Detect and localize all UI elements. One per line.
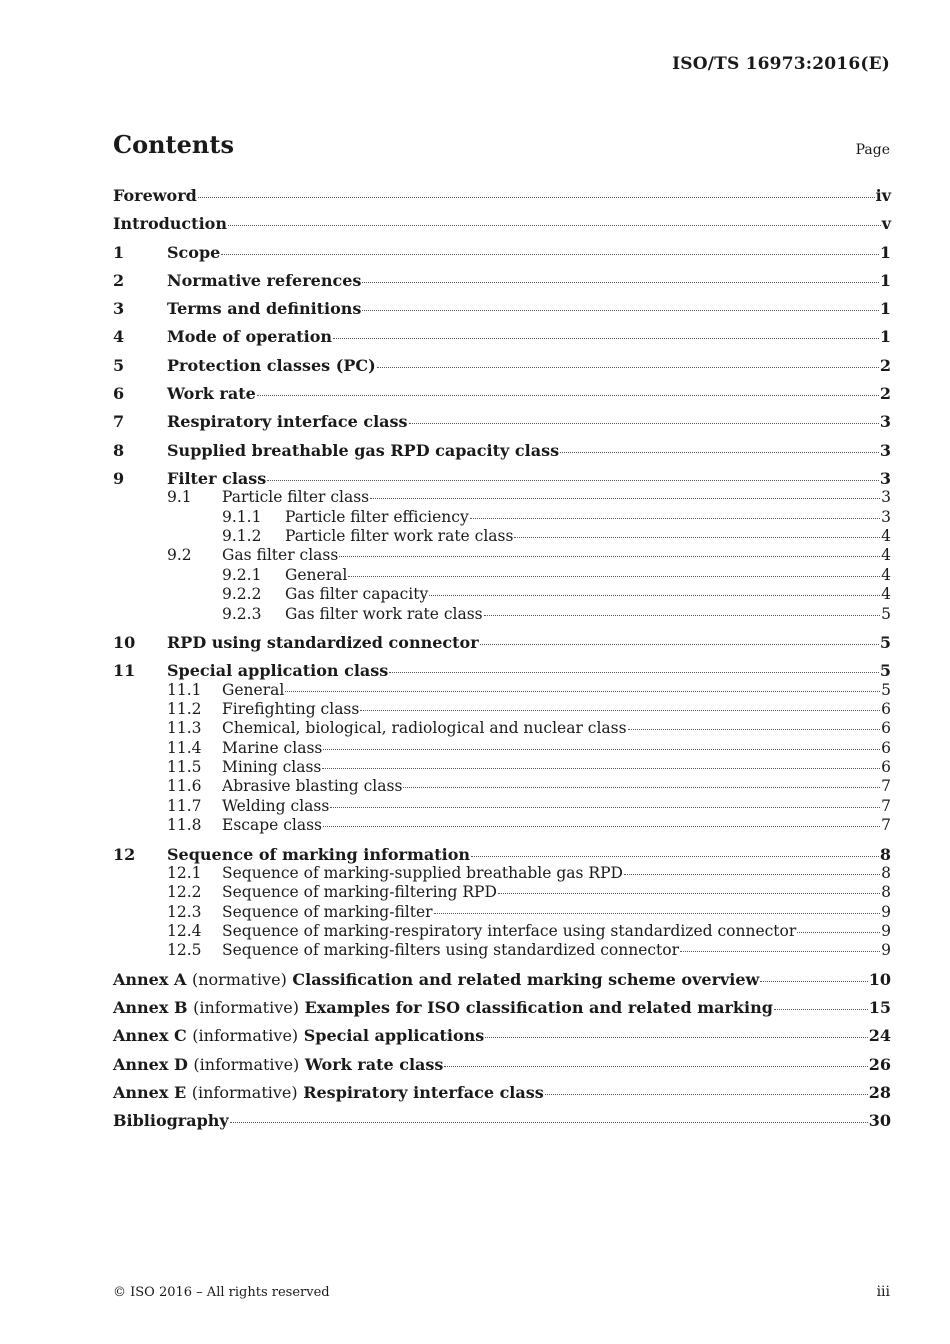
toc-entry-page: 1: [879, 242, 891, 262]
dot-leader: [360, 710, 880, 711]
toc-entry-title: Bibliography: [113, 1111, 229, 1131]
annex-kind: (informative): [193, 998, 299, 1018]
toc-entry-page: 8: [881, 863, 891, 882]
annex-kind: (informative): [193, 1054, 300, 1074]
toc-entry[interactable]: [113, 797, 891, 816]
dot-leader: [480, 644, 879, 645]
toc-entry[interactable]: [113, 700, 891, 719]
toc-entry[interactable]: [113, 1083, 891, 1102]
toc-entry[interactable]: [113, 739, 891, 758]
toc-entry-page: 10: [868, 969, 891, 989]
dot-leader: [348, 576, 880, 577]
dot-leader: [628, 729, 881, 730]
toc-entry-number: 12.3: [167, 902, 202, 921]
annex-label: Annex A: [113, 969, 187, 989]
annex-title: Work rate class: [304, 1054, 444, 1074]
toc-entry[interactable]: [113, 469, 891, 488]
toc-entry[interactable]: [113, 488, 891, 507]
toc-entry[interactable]: [113, 527, 891, 546]
toc-entry-title: Sequence of marking-filtering RPD: [222, 883, 497, 902]
toc-entry-page: 26: [868, 1054, 891, 1074]
toc-entry-title: Escape class: [222, 816, 323, 835]
toc-entry-title: Sequence of marking-supplied breathable gas RPD: [222, 863, 623, 882]
dot-leader: [322, 768, 880, 769]
dot-leader: [228, 225, 881, 226]
toc-entry-title: Protection classes (PC): [167, 355, 376, 375]
toc-entry-number: 9.1.1: [222, 507, 262, 526]
toc-entry-page: 6: [881, 758, 891, 777]
toc-entry-number: 12.2: [167, 883, 202, 902]
toc-entry-number: 11.7: [167, 796, 202, 815]
toc-entry-title: Sequence of marking information: [167, 844, 471, 864]
toc-entry-title: [113, 970, 759, 989]
toc-entry[interactable]: [113, 412, 891, 431]
toc-entry-number: 10: [113, 632, 136, 652]
dot-leader: [330, 807, 880, 808]
annex-title: Classification and related marking scheme overview: [292, 969, 760, 989]
dot-leader: [198, 197, 875, 198]
dot-leader: [333, 338, 879, 339]
toc-entry-title: Scope: [167, 242, 221, 262]
dot-leader: [680, 951, 880, 952]
toc-entry[interactable]: [113, 1055, 891, 1074]
toc-entry-page: 3: [879, 468, 891, 488]
dot-leader: [760, 981, 867, 982]
toc-entry-page: 1: [879, 327, 891, 347]
toc-entry[interactable]: [113, 546, 891, 565]
toc-entry-page: 5: [881, 604, 891, 623]
annex-kind: (informative): [191, 1082, 298, 1102]
toc-entry-title: Firefighting class: [222, 699, 360, 718]
toc-entry-page: 4: [881, 565, 891, 584]
toc-entry-page: 6: [881, 719, 891, 738]
toc-entry-page: 6: [881, 699, 891, 718]
toc-entry-title: Sequence of marking-filters using standardized connector: [222, 941, 680, 960]
toc-entry-page: 4: [881, 546, 891, 565]
toc-entry-title: Normative references: [167, 270, 362, 290]
toc-entry[interactable]: [113, 998, 891, 1017]
toc-entry-title: Work rate: [167, 383, 256, 403]
toc-entry[interactable]: [113, 777, 891, 796]
toc-entry[interactable]: [113, 605, 891, 624]
toc-entry[interactable]: [113, 719, 891, 738]
toc-entry-title: Gas filter class: [222, 546, 339, 565]
dot-leader: [377, 367, 879, 368]
dot-leader: [389, 672, 879, 673]
toc-entry-title: Abrasive blasting class: [222, 777, 403, 796]
dot-leader: [470, 518, 880, 519]
toc-entry[interactable]: [113, 633, 891, 652]
toc-entry-number: 12: [113, 844, 136, 864]
toc-entry-page: 9: [881, 941, 891, 960]
toc-entry-page: 7: [881, 816, 891, 835]
annex-title: Examples for ISO classification and related marking: [304, 998, 773, 1018]
copyright-notice: © ISO 2016 – All rights reserved: [113, 1285, 330, 1300]
dot-leader: [444, 1066, 867, 1067]
toc-entry[interactable]: [113, 585, 891, 604]
toc-entry-number: 11.8: [167, 816, 202, 835]
toc-entry[interactable]: [113, 970, 891, 989]
toc-entry-number: 11.1: [167, 680, 202, 699]
toc-entry[interactable]: [113, 356, 891, 375]
dot-leader: [471, 856, 879, 857]
toc-entry-title: Marine class: [222, 738, 323, 757]
toc-entry-title: Chemical, biological, radiological and nuclear class: [222, 719, 627, 738]
document-id: ISO/TS 16973:2016(E): [672, 54, 890, 74]
toc-entry-number: 11.2: [167, 699, 202, 718]
toc-entry[interactable]: [113, 508, 891, 527]
toc-entry-number: 9: [113, 468, 125, 488]
annex-title: Respiratory interface class: [303, 1082, 544, 1102]
toc-entry-page: 3: [881, 507, 891, 526]
toc-entry-title: Particle filter work rate class: [285, 526, 514, 545]
toc-entry-title: Mode of operation: [167, 327, 333, 347]
annex-label: Annex B: [113, 998, 188, 1018]
dot-leader: [774, 1009, 868, 1010]
dot-leader: [339, 556, 880, 557]
toc-entry-number: 1: [113, 242, 125, 262]
toc-entry-number: 2: [113, 270, 125, 290]
toc-entry[interactable]: [113, 816, 891, 835]
toc-entry-title: Particle filter efficiency: [285, 507, 469, 526]
dot-leader: [624, 874, 880, 875]
toc-entry-page: 1: [879, 299, 891, 319]
dot-leader: [362, 310, 878, 311]
dot-leader: [797, 932, 880, 933]
dot-leader: [323, 749, 880, 750]
toc-entry[interactable]: [113, 864, 891, 883]
annex-label: Annex E: [113, 1082, 187, 1102]
toc-entry-page: 7: [881, 796, 891, 815]
toc-entry-page: 5: [881, 680, 891, 699]
toc-entry-page: iv: [875, 186, 891, 205]
toc-entry-page: 2: [879, 355, 891, 375]
toc-entry-title: Respiratory interface class: [167, 412, 408, 432]
annex-label: Annex C: [113, 1026, 187, 1046]
toc-entry[interactable]: [113, 271, 891, 290]
toc-entry-title: [113, 1083, 544, 1102]
toc-entry[interactable]: [113, 1111, 891, 1130]
dot-leader: [267, 480, 879, 481]
toc-entry-title: Sequence of marking-respiratory interface using standardized connector: [222, 922, 797, 941]
toc-entry[interactable]: [113, 903, 891, 922]
toc-entry[interactable]: [113, 922, 891, 941]
dot-leader: [221, 254, 879, 255]
toc-entry-page: 4: [881, 526, 891, 545]
dot-leader: [560, 452, 879, 453]
toc-entry[interactable]: [113, 566, 891, 585]
toc-entry[interactable]: [113, 214, 891, 233]
toc-entry-page: 15: [868, 998, 891, 1018]
toc-entry-number: 12.1: [167, 863, 202, 882]
toc-entry-page: 3: [881, 488, 891, 507]
toc-entry[interactable]: [113, 327, 891, 346]
toc-entry-title: [113, 998, 773, 1017]
toc-entry-number: 9.2.3: [222, 604, 262, 623]
toc-entry-page: 5: [879, 661, 891, 681]
toc-entry-page: 5: [879, 632, 891, 652]
toc-entry-number: 9.2.1: [222, 565, 262, 584]
toc-entry[interactable]: [113, 758, 891, 777]
page-number: iii: [876, 1284, 890, 1300]
toc-entry-page: 4: [881, 585, 891, 604]
toc-entry-number: 9.1: [167, 488, 192, 507]
toc-entry-title: Special application class: [167, 661, 389, 681]
dot-leader: [285, 691, 880, 692]
dot-leader: [362, 282, 878, 283]
toc-entry-title: Gas filter work rate class: [285, 604, 483, 623]
dot-leader: [409, 423, 879, 424]
toc-entry-title: [113, 1055, 443, 1074]
toc-entry-number: 9.2.2: [222, 585, 262, 604]
toc-entry-page: 28: [868, 1082, 891, 1102]
dot-leader: [323, 826, 880, 827]
toc-entry-number: 9.1.2: [222, 526, 262, 545]
toc-entry-number: 11.4: [167, 738, 202, 757]
toc-entry-page: 8: [881, 883, 891, 902]
toc-entry[interactable]: [113, 661, 891, 680]
toc-entry-title: Welding class: [222, 796, 330, 815]
dot-leader: [370, 498, 880, 499]
dot-leader: [403, 787, 880, 788]
dot-leader: [485, 1037, 867, 1038]
toc-entry-title: RPD using standardized connector: [167, 632, 479, 652]
toc-entry-number: 4: [113, 327, 125, 347]
toc-entry[interactable]: [113, 186, 891, 205]
annex-kind: (normative): [191, 969, 287, 989]
toc-entry-page: 7: [881, 777, 891, 796]
toc-entry[interactable]: [113, 384, 891, 403]
toc-entry-title: Terms and definitions: [167, 299, 362, 319]
toc-entry-number: 12.4: [167, 922, 202, 941]
toc-entry-title: Sequence of marking-filter: [222, 902, 433, 921]
dot-leader: [257, 395, 879, 396]
toc-entry[interactable]: [113, 299, 891, 318]
dot-leader: [498, 893, 880, 894]
toc-entry-number: 7: [113, 412, 125, 432]
toc-entry-number: 3: [113, 299, 125, 319]
dot-leader: [429, 595, 880, 596]
toc-entry-title: Supplied breathable gas RPD capacity class: [167, 440, 560, 460]
toc-entry-number: 5: [113, 355, 125, 375]
toc-entry-number: 8: [113, 440, 125, 460]
toc-entry[interactable]: [113, 441, 891, 460]
toc-entry-page: 2: [879, 383, 891, 403]
toc-entry-page: 3: [879, 440, 891, 460]
toc-entry-number: 11.6: [167, 777, 202, 796]
toc-entry-number: 11.3: [167, 719, 202, 738]
toc-entry-page: 9: [881, 902, 891, 921]
dot-leader: [434, 913, 881, 914]
toc-entry-page: v: [881, 214, 891, 234]
annex-label: Annex D: [113, 1054, 188, 1074]
toc-entry-page: 3: [879, 412, 891, 432]
toc-entry-title: General: [285, 565, 348, 584]
toc-entry-title: Mining class: [222, 758, 322, 777]
page-title: Contents: [113, 130, 234, 159]
toc-entry-page: 1: [879, 270, 891, 290]
toc-entry-number: 11.5: [167, 758, 202, 777]
toc-entry-number: 6: [113, 383, 125, 403]
dot-leader: [230, 1122, 868, 1123]
toc-entry-number: 12.5: [167, 941, 202, 960]
toc-entry[interactable]: [113, 243, 891, 262]
toc-entry[interactable]: [113, 883, 891, 902]
toc-entry[interactable]: [113, 941, 891, 960]
toc-entry-title: Foreword: [113, 186, 197, 205]
toc-entry[interactable]: [113, 845, 891, 864]
toc-entry-page: 6: [881, 738, 891, 757]
toc-entry-title: Particle filter class: [222, 488, 370, 507]
toc-entry-page: 8: [879, 844, 891, 864]
annex-title: Special applications: [303, 1026, 485, 1046]
dot-leader: [545, 1094, 868, 1095]
toc-entry-number: 9.2: [167, 546, 192, 565]
toc-entry-page: 9: [881, 922, 891, 941]
toc-entry[interactable]: [113, 1026, 891, 1045]
toc-entry-title: Filter class: [167, 468, 267, 488]
toc-entry-title: Introduction: [113, 214, 227, 234]
dot-leader: [484, 615, 880, 616]
toc-entry-page: 24: [868, 1026, 891, 1046]
toc-entry-title: Gas filter capacity: [285, 585, 429, 604]
page-column-label: Page: [855, 142, 890, 158]
toc-entry[interactable]: [113, 681, 891, 700]
toc-entry-title: General: [222, 680, 285, 699]
annex-kind: (informative): [192, 1026, 299, 1046]
toc-entry-page: 30: [868, 1111, 891, 1131]
dot-leader: [514, 537, 880, 538]
toc-entry-number: 11: [113, 661, 136, 681]
toc-entry-title: [113, 1026, 484, 1045]
table-of-contents: [113, 183, 891, 1131]
